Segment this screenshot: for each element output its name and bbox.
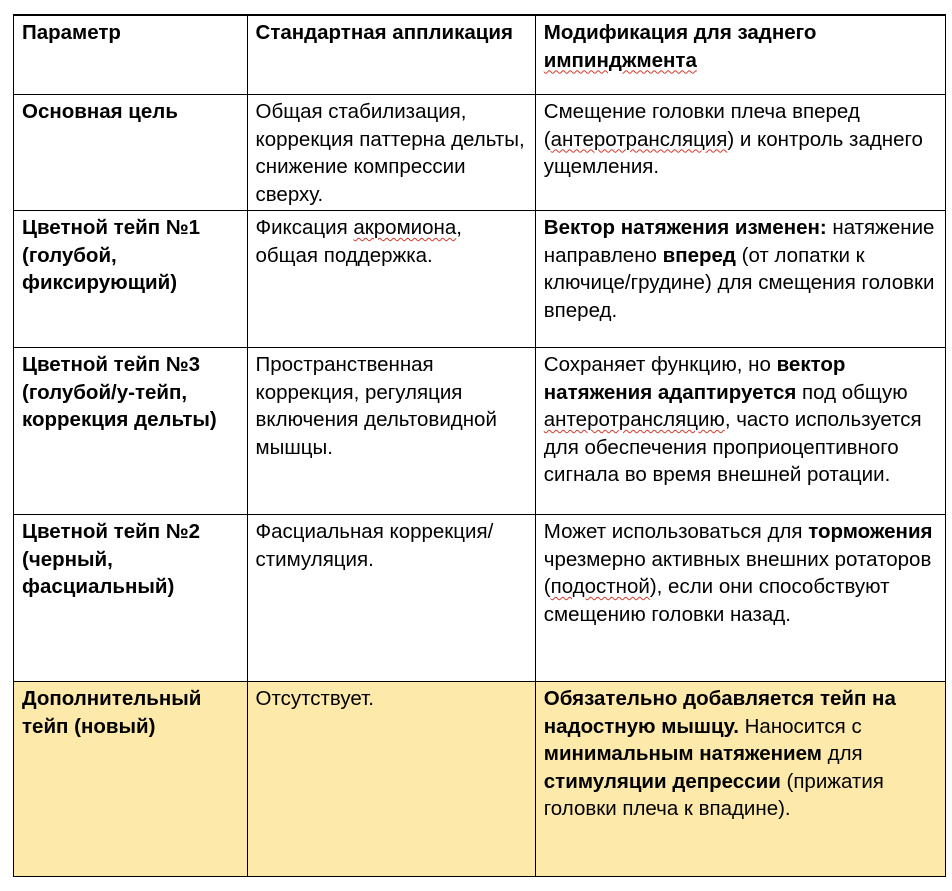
spellcheck-flagged-word: антеротрансляция: [550, 127, 728, 151]
row-standard: Пространственная коррекция, регуляция включения дельтовидной мышцы.: [247, 348, 535, 515]
text-segment: ) и контроль заднего ущемления.: [543, 127, 923, 178]
bold-text: Вектор натяжения изменен:: [543, 216, 827, 239]
table-row: [14, 211, 946, 348]
row-param: Цветной тейп №2 (черный, фасциальный): [14, 515, 248, 682]
row-modification: [535, 348, 945, 515]
table-row: [14, 95, 946, 211]
text-segment: Фиксация: [255, 216, 354, 239]
header-standard: Стандартная аппликация: [247, 16, 535, 95]
text-segment: Сохраняет функцию, но: [543, 353, 777, 376]
spellcheck-flagged-word: антеротрансляцию: [543, 408, 725, 431]
row-modification: [535, 682, 945, 877]
text-segment: натяжение направлено: [543, 216, 935, 267]
bold-text: Обязательно добавляется тейп на надостную мышцу.: [543, 687, 896, 738]
row-param: Дополнительный тейп (новый): [14, 682, 248, 877]
text-segment: под общую: [796, 380, 908, 404]
text-segment: , часто используется для обеспечения проприоцептивного сигнала во время внешней ротации.: [543, 408, 922, 486]
text-segment: для: [821, 742, 863, 765]
text-segment: , общая поддержка.: [255, 216, 462, 267]
row-modification: [535, 211, 945, 348]
row-standard: Фасциальная коррекция/стимуляция.: [247, 515, 535, 682]
table-row-highlighted: [14, 682, 946, 877]
header-modification-text: Модификация для заднего импинджмента: [543, 21, 817, 72]
text-segment: Смещение головки плеча вперед (: [543, 100, 860, 151]
header-modification: [535, 16, 945, 95]
text-segment: ), если они способствуют смещению головки назад.: [543, 575, 890, 626]
bold-text: стимуляции депрессии: [543, 769, 781, 793]
row-standard: Общая стабилизация, коррекция паттерна дельты, снижение компрессии сверху.: [247, 95, 535, 211]
row-param: Основная цель: [14, 95, 248, 211]
header-parameter: Параметр: [14, 16, 248, 95]
row-modification: [535, 95, 945, 211]
text-segment: Может использоваться для: [543, 520, 809, 543]
text-segment: чрезмерно активных внешних ротаторов (: [543, 547, 932, 598]
text-segment: (от лопатки к ключице/грудине) для смещения головки вперед.: [543, 243, 935, 322]
table-row: [14, 348, 946, 515]
row-standard: [247, 211, 535, 348]
row-param: Цветной тейп №1 (голубой, фиксирующий): [14, 211, 248, 348]
spellcheck-flagged-word: акромиона: [353, 216, 457, 239]
row-standard: Отсутствует.: [247, 682, 535, 877]
bold-text: торможения: [808, 520, 933, 543]
comparison-table: [13, 14, 946, 877]
table-row: [14, 515, 946, 682]
spellcheck-flagged-word: подостной: [550, 575, 650, 598]
row-modification: [535, 515, 945, 682]
text-segment: Наносится с: [738, 714, 862, 738]
spellcheck-flagged-word: импинджмента: [543, 48, 697, 72]
bold-text: вектор натяжения адаптируется: [543, 353, 846, 404]
bold-text: вперед: [662, 243, 736, 267]
row-param: Цветной тейп №3 (голубой/у-тейп, коррекция дельты): [14, 348, 248, 515]
table-header-row: [14, 16, 946, 95]
text-segment: (прижатия головки плеча к впадине).: [543, 769, 884, 820]
bold-text: минимальным натяжением: [543, 742, 822, 765]
